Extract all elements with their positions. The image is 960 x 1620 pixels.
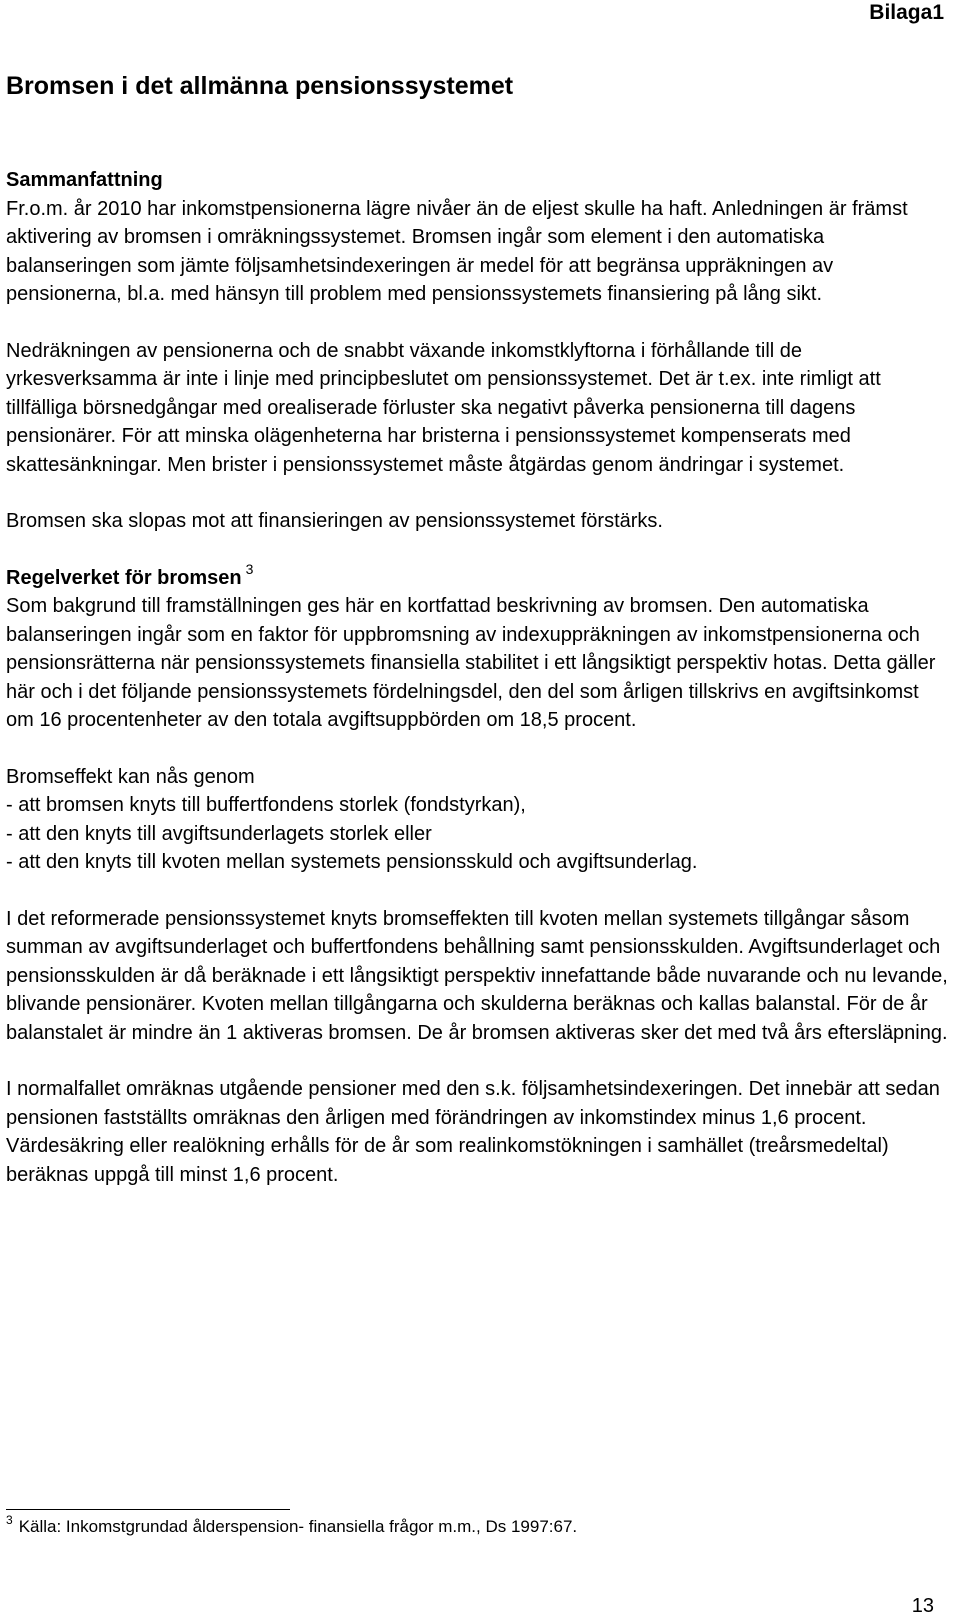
page-title: Bromsen i det allmänna pensionssystemet (6, 72, 514, 100)
rules-heading: Regelverket för bromsen (6, 566, 242, 589)
summary-heading: Sammanfattning (6, 169, 163, 191)
appendix-label: Bilaga1 (869, 1, 944, 24)
brake-effect-list (6, 763, 951, 877)
footnote-separator (6, 1509, 290, 1510)
rules-paragraph-3: I normalfallet omräknas utgående pensioner med den s.k. följsamhetsindexeringen. Det innebär att sedan pensionen fastställts omräknas den årligen med förändringen av inkomstindex minus 1,6 procent. Värdesäkring eller realökning erhålls för de år som realinkomstökningen i samhället (treårsmedeltal) beräknas uppgå till minst 1,6 procent. (6, 1078, 940, 1186)
footnote (6, 1513, 578, 1538)
summary-paragraph-3: Bromsen ska slopas mot att finansieringen av pensionssystemet förstärks. (6, 510, 663, 532)
page-number: 13 (911, 1595, 934, 1617)
list-item: - att den knyts till kvoten mellan systemets pensionsskuld och avgiftsunderlag. (6, 851, 698, 873)
rules-heading-line (6, 560, 951, 593)
footnote-reference[interactable]: 3 (245, 560, 254, 577)
list-item: - att bromsen knyts till buffertfondens storlek (fondstyrkan), (6, 794, 526, 816)
list-item: - att den knyts till avgiftsunderlagets storlek eller (6, 822, 432, 845)
document-body (6, 166, 951, 1189)
summary-paragraph-1: Fr.o.m. år 2010 har inkomstpensionerna lägre nivåer än de eljest skulle ha haft. Anledningen är främst aktivering av bromsen i omräkningssystemet. Bromsen ingår som element i den automatiska balanseringen som jämte följsamhetsindexeringen är medel för att begränsa uppräkningen av pensionerna, bl.a. med hänsyn till problem med pensionssystemets finansiering på lång sikt. (6, 197, 908, 305)
rules-paragraph-1: Som bakgrund till framställningen ges här en kortfattad beskrivning av bromsen. Den automatiska balanseringen ingår som en faktor för uppbromsning av indexuppräkningen av inkomstpensionerna och pensionsrätterna när pensionssystemets finansiella stabilitet i ett långsiktigt perspektiv hotas. Detta gäller här och i det följande pensionssystemets fördelningsdel, den del som årligen tillskrivs en avgiftsinkomst om 16 procentenheter av den totala avgiftsuppbörden om 18,5 procent. (6, 595, 936, 731)
footnote-text: Källa: Inkomstgrundad ålderspension- finansiella frågor m.m., Ds 1997:67. (18, 1517, 578, 1536)
rules-paragraph-2: I det reformerade pensionssystemet knyts bromseffekten till kvoten mellan systemets tillgångar såsom summan av avgiftsunderlaget och buffertfondens behållning samt pensionsskulden. Avgiftsunderlaget och pensionsskulden är då beräknade i ett långsiktigt perspektiv innefattande både nuvarande och nu levande, blivande pensionärer. Kvoten mellan tillgångarna och skulderna beräknas och kallas balanstal. För de år balanstalet är mindre än 1 aktiveras bromsen. De år bromsen aktiveras sker det med två års eftersläpning. (6, 907, 948, 1044)
footnote-number: 3 (6, 1513, 13, 1527)
summary-paragraph-2: Nedräkningen av pensionerna och de snabbt växande inkomstklyftorna i förhållande till de yrkesverksamma är inte i linje med principbeslutet om pensionssystemet. Det är t.ex. inte rimligt att tillfälliga börsnedgångar med orealiserade förluster ska negativt påverka pensionerna till dagens pensionärer. För att minska olägenheterna har bristerna i pensionssystemet kompenserats med skattesänkningar. Men brister i pensionssystemet måste åtgärdas genom ändringar i systemet. (6, 339, 881, 476)
list-intro: Bromseffekt kan nås genom (6, 765, 255, 788)
